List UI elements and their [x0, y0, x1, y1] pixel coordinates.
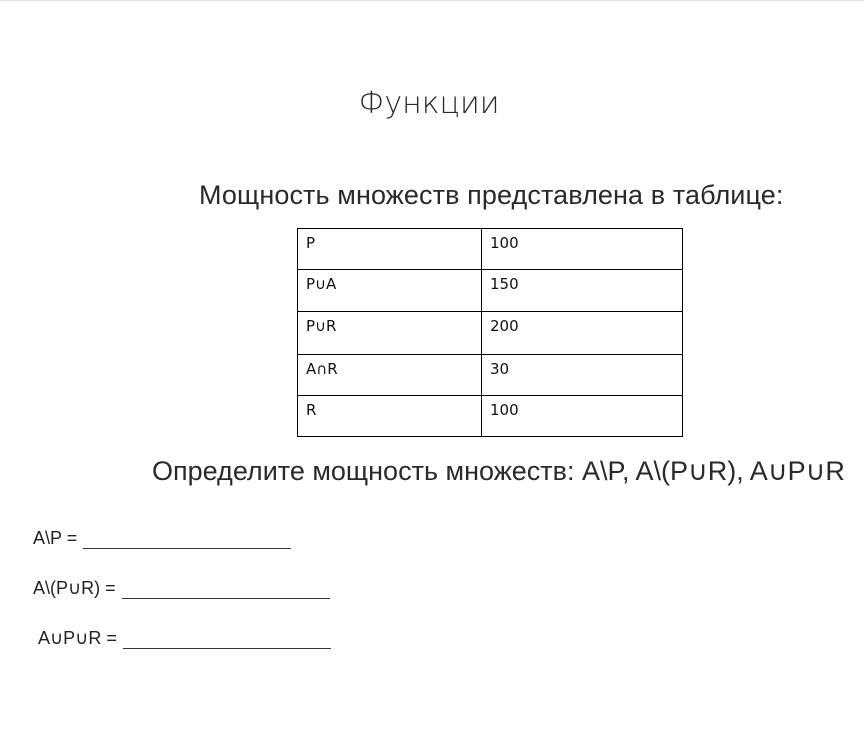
answer-label: A∪P∪R =: [38, 628, 117, 648]
value-cell: 30: [482, 355, 683, 396]
value-cell: 150: [482, 270, 683, 312]
top-divider: [0, 0, 864, 1]
set-cell: P∪R: [298, 312, 482, 355]
table-row: [298, 270, 683, 312]
table-row: [298, 355, 683, 396]
value-cell: 200: [482, 312, 683, 355]
answer-blank[interactable]: [123, 628, 331, 649]
set-cell: A∩R: [298, 355, 482, 396]
page-title: Функции: [358, 86, 500, 121]
value-cell: 100: [482, 229, 683, 270]
table-row: [298, 229, 683, 270]
answer-label: A\P =: [33, 528, 78, 548]
answer-blank[interactable]: [122, 578, 330, 599]
table-row: [298, 396, 683, 437]
value-cell: 100: [482, 396, 683, 437]
task-text: Определите мощность множеств: A\P, A\(P∪R), A∪P∪R: [152, 456, 845, 486]
intro-text: Мощность множеств представлена в таблице:: [199, 180, 784, 210]
set-cell: R: [298, 396, 482, 437]
answer-label: A\(P∪R) =: [33, 578, 116, 598]
table-row: [298, 312, 683, 355]
answer-blank[interactable]: [83, 528, 291, 549]
set-cardinality-table: [297, 228, 683, 437]
answer-a-minus-p: [33, 528, 291, 549]
set-cell: P: [298, 229, 482, 270]
answer-a-minus-p-union-r: [33, 578, 330, 599]
answer-a-union-p-union-r: [38, 628, 331, 649]
set-cell: P∪A: [298, 270, 482, 312]
